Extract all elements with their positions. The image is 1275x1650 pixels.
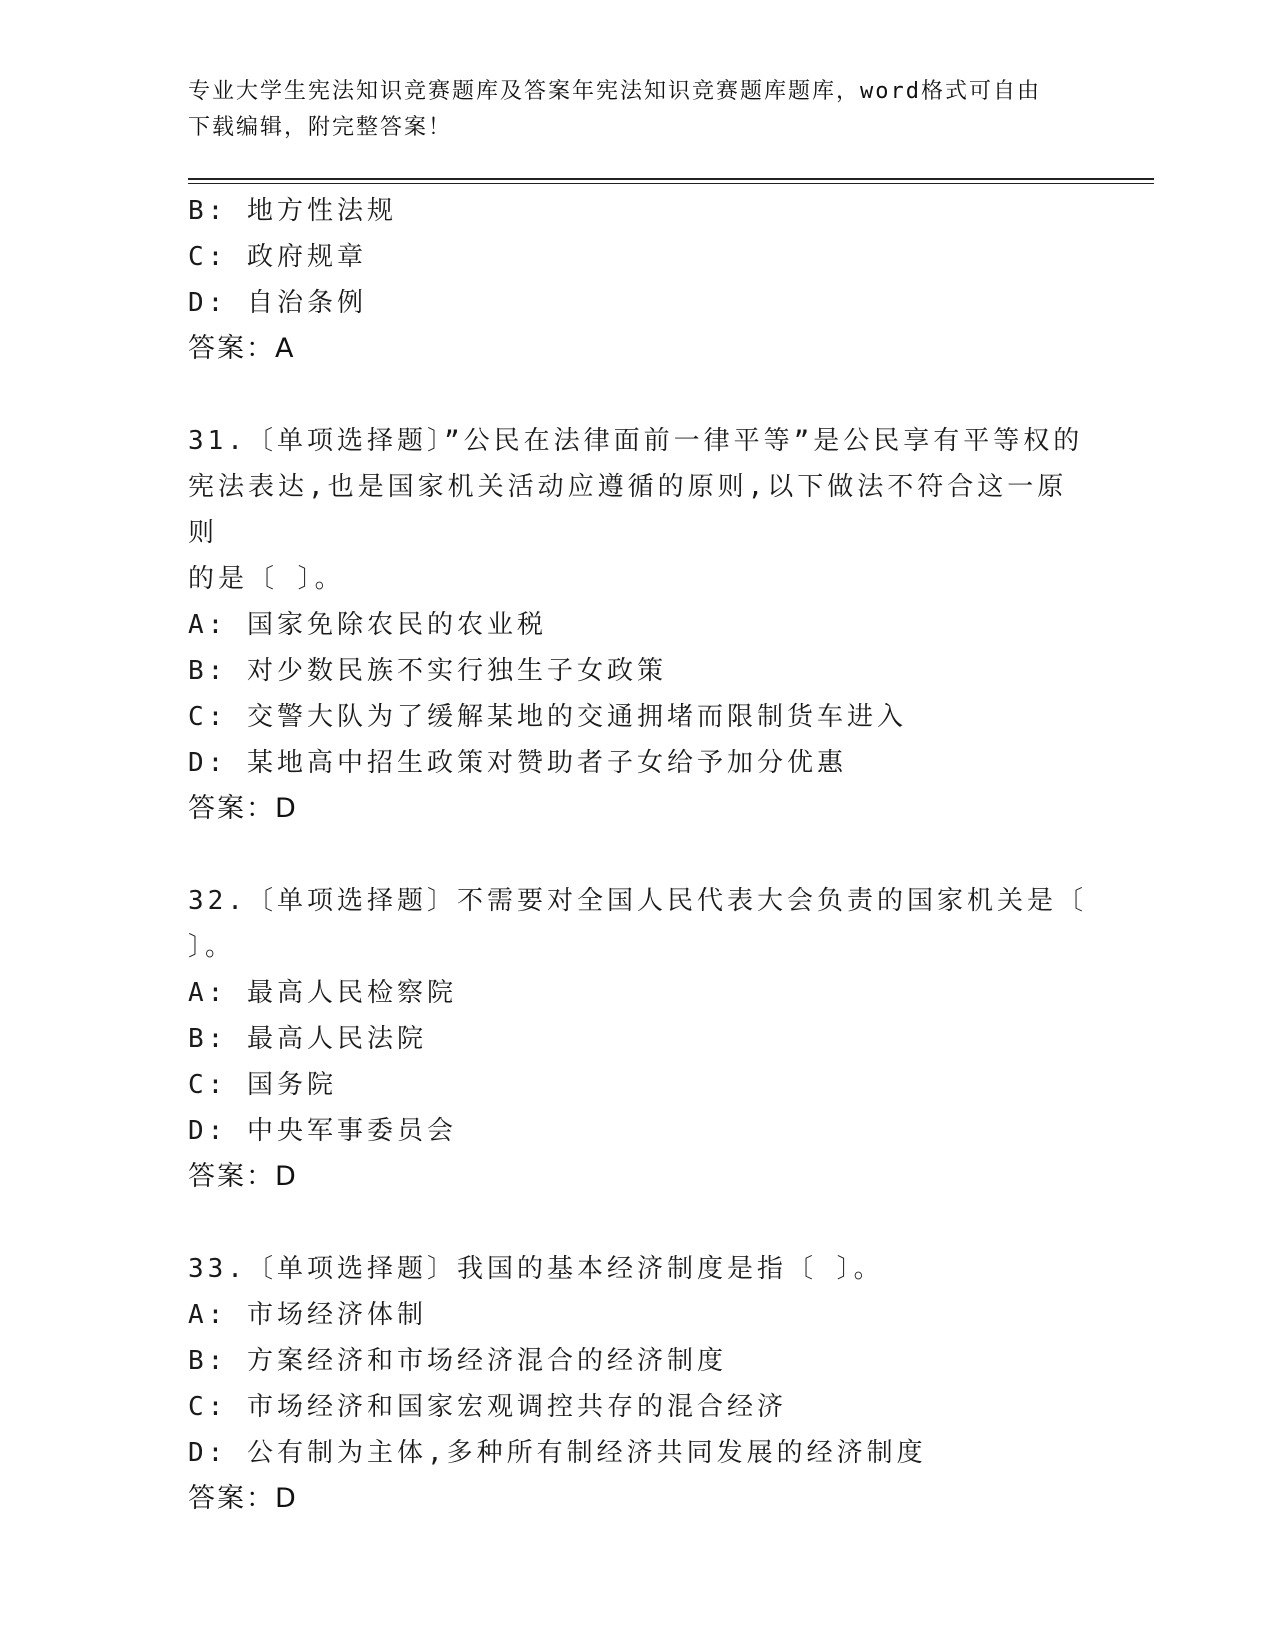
answer-text: 答案：A [188,333,296,364]
header-divider-thick [188,178,1154,180]
option-b: B: 地方性法规 [188,196,397,226]
option-b: B: 方案经济和市场经济混合的经济制度 [188,1346,727,1376]
answer-text: 答案：D [188,1161,298,1192]
option-c: C: 市场经济和国家宏观调控共存的混合经济 [188,1392,787,1422]
spacer [188,372,1088,418]
answer-text: 答案：D [188,793,298,824]
header-line-2: 下载编辑，附完整答案！ [188,115,453,140]
question-text-line: 33.〔单项选择题〕我国的基本经济制度是指〔 〕。 [188,1254,884,1284]
option-c: C: 政府规章 [188,242,367,272]
question-block-30-tail [188,188,1088,372]
header-line-1: 专业大学生宪法知识竞赛题库及答案年宪法知识竞赛题库题库，word格式可自由 [188,79,1041,104]
question-block-33 [188,1246,1088,1522]
option-b: B: 对少数民族不实行独生子女政策 [188,656,667,686]
option-a: A: 国家免除农民的农业税 [188,610,547,640]
option-d: D: 中央军事委员会 [188,1116,457,1146]
option-c: C: 国务院 [188,1070,337,1100]
question-block-31 [188,418,1088,832]
spacer [188,1200,1088,1246]
option-b: B: 最高人民法院 [188,1024,427,1054]
question-block-32 [188,878,1088,1200]
question-text-line: 31.〔单项选择题〕”公民在法律面前一律平等”是公民享有平等权的 [188,426,1084,456]
option-a: A: 最高人民检察院 [188,978,457,1008]
spacer [188,832,1088,878]
option-d: D: 自治条例 [188,288,367,318]
question-text-line: 〕。 [188,932,236,962]
question-text-line: 的是〔 〕。 [188,564,345,594]
question-content [188,188,1088,1522]
question-text-line: 宪法表达,也是国家机关活动应遵循的原则,以下做法不符合这一原则 [188,472,1068,548]
answer-text: 答案：D [188,1483,298,1514]
option-d: D: 某地高中招生政策对赞助者子女给予加分优惠 [188,748,847,778]
header-divider-thin [188,183,1154,184]
page-header [188,74,1088,146]
option-d: D: 公有制为主体,多种所有制经济共同发展的经济制度 [188,1438,927,1468]
option-a: A: 市场经济体制 [188,1300,427,1330]
option-c: C: 交警大队为了缓解某地的交通拥堵而限制货车进入 [188,702,907,732]
question-text-line: 32.〔单项选择题〕不需要对全国人民代表大会负责的国家机关是〔 [188,886,1087,916]
